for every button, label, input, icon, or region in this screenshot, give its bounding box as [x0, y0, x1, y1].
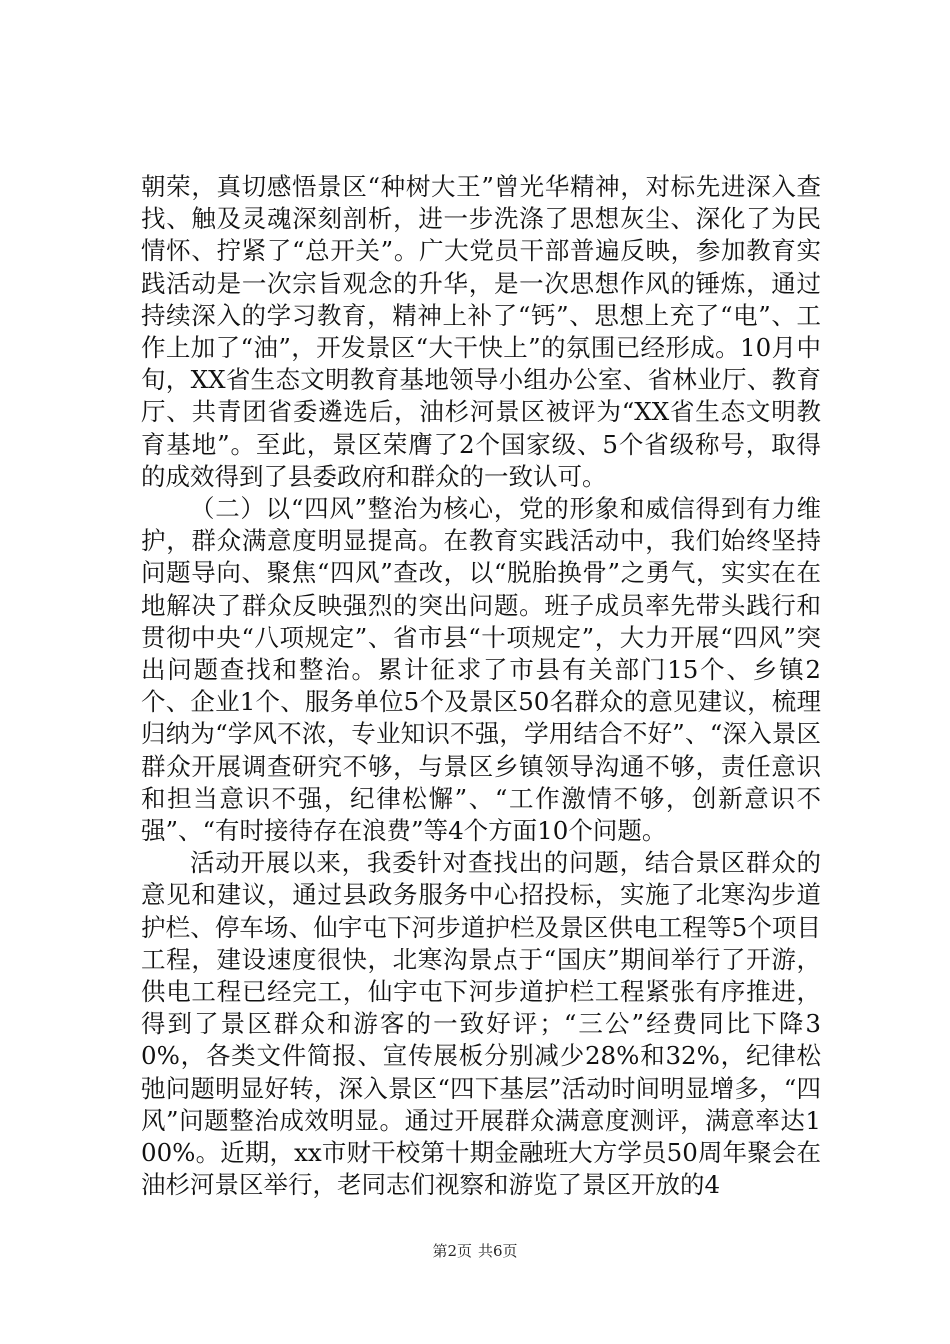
paragraph-section-two: （二）以“四风”整治为核心，党的形象和威信得到有力维护，群众满意度明显提高。在教育实践活动中，我们始终坚持问题导向、聚焦“四风”查改，以“脱胎换骨”之勇气，实实在在地解决了群众反映强烈的突出问题。班子成员率先带头践行和贯彻中央“八项规定”、省市县“十项规定”，大力开展“四风”突出问题查找和整治。累计征求了市县有关部门15个、乡镇2个、企业1个、服务单位5个及景区50名群众的意见建议，梳理归纳为“学风不浓，专业知识不强，学用结合不好”、“深入景区群众开展调查研究不够，与景区乡镇领导沟通不够，责任意识和担当意识不强，纪律松懈”、“工作激情不够，创新意识不强”、“有时接待存在浪费”等4个方面10个问题。	[141, 494, 821, 846]
paragraph-activities: 活动开展以来，我委针对查找出的问题，结合景区群众的意见和建议，通过县政务服务中心招投标，实施了北寒沟步道护栏、停车场、仙宇屯下河步道护栏及景区供电工程等5个项目工程，建设速度很快，北寒沟景点于“国庆”期间举行了开游，供电工程已经完工，仙宇屯下河步道护栏工程紧张有序推进，得到了景区群众和游客的一致好评；“三公”经费同比下降30%，各类文件简报、宣传展板分别减少28%和32%，纪律松弛问题明显好转，深入景区“四下基层”活动时间明显增多，“四风”问题整治成效明显。通过开展群众满意度测评，满意率达100%。近期，xx市财干校第十期金融班大方学员50周年聚会在油杉河景区举行，老同志们视察和游览了景区开放的4	[141, 848, 821, 1200]
paragraph-continuation: 朝荣，真切感悟景区“种树大王”曾光华精神，对标先进深入查找、触及灵魂深刻剖析，进一步洗涤了思想灰尘、深化了为民情怀、拧紧了“总开关”。广大党员干部普遍反映，参加教育实践活动是一次宗旨观念的升华，是一次思想作风的锤炼，通过持续深入的学习教育，精神上补了“钙”、思想上充了“电”、工作上加了“油”，开发景区“大干快上”的氛围已经形成。10月中旬，XX省生态文明教育基地领导小组办公室、省林业厅、教育厅、共青团省委遴选后，油杉河景区被评为“XX省生态文明教育基地”。至此，景区荣膺了2个国家级、5个省级称号，取得的成效得到了县委政府和群众的一致认可。	[141, 172, 821, 491]
page-number: 第2页	[432, 1242, 472, 1260]
document-body	[141, 171, 821, 1202]
page-footer	[0, 1241, 950, 1261]
page-total: 共6页	[478, 1242, 518, 1260]
